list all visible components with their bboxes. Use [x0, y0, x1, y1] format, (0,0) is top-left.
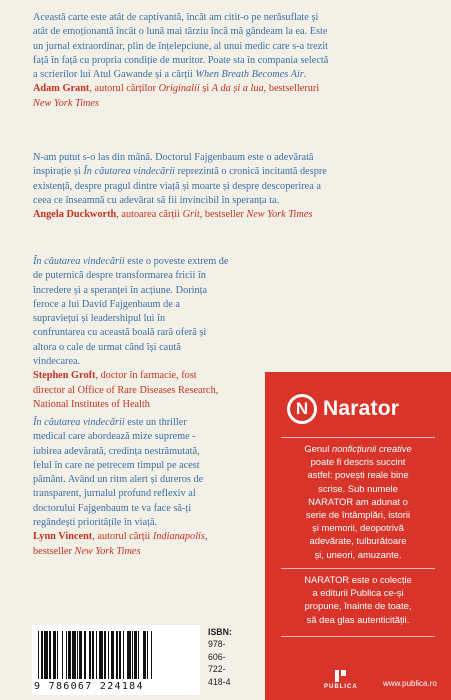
narator-logo: [287, 394, 399, 424]
text-line: director al Office of Rare Diseases Research,: [33, 384, 219, 396]
text-line: N-am putut s-o las din mână. Doctorul Fajgenbaum este o adevărată: [33, 152, 314, 163]
barcode-bar: [134, 631, 137, 679]
barcode-bar: [111, 631, 115, 679]
quote-adam-grant: [33, 11, 328, 111]
text-line: scrise. Sub numele: [318, 482, 398, 494]
text-line: transparent, jurnalul profund reflexiv al: [33, 488, 196, 500]
text-line: Această carte este atât de captivantă, încât am citit-o pe nerăsuflate și: [33, 12, 319, 23]
collection-description: [281, 573, 435, 626]
barcode-bar: [62, 631, 63, 679]
divider: [281, 568, 435, 569]
text-line: Stephen Groft, doctor în farmacie, fost: [33, 370, 197, 382]
isbn-line: 606-: [208, 651, 226, 662]
isbn-block: [208, 626, 232, 688]
narator-panel: [265, 372, 451, 700]
barcode-bar: [119, 631, 120, 679]
text-line: poate fi descris succint: [310, 456, 406, 468]
barcode-bar: [123, 631, 124, 679]
barcode-bar: [147, 631, 148, 679]
text-line: a scrierilor lui Atul Gawande și a cărții When Breath Becomes Air.: [33, 69, 307, 81]
text-line: NARATOR este o colecție: [304, 574, 412, 585]
text-line: În căutarea vindecării este un thriller: [33, 417, 187, 428]
publica-mark-icon: [335, 670, 346, 682]
text-line: să dea glas autenticității.: [306, 613, 410, 625]
publisher-website: www.publica.ro: [383, 679, 437, 688]
barcode-bar: [99, 631, 103, 679]
barcode-bar: [49, 631, 50, 679]
text-line: și memorii, deopotrivă: [312, 522, 404, 534]
barcode-bar: [57, 631, 58, 679]
barcode-bar: [116, 631, 119, 679]
text-line: NARATOR am adunat o: [308, 495, 408, 507]
barcode-bar: [89, 631, 90, 679]
barcode: [32, 625, 200, 695]
text-line: altora o cale de urmat când își caută: [33, 341, 181, 353]
barcode-bar: [66, 631, 67, 679]
divider: [281, 437, 435, 438]
text-line: felul în care ne petrecem timpul pe acest: [33, 459, 200, 471]
isbn-label: ISBN:: [208, 627, 232, 637]
text-line: National Institutes of Health: [33, 398, 150, 410]
barcode-bar: [84, 631, 85, 679]
text-line: medical care abordează mize supreme -: [33, 431, 196, 443]
text-line: astfel: povești reale bine: [307, 469, 409, 481]
quote-lynn-vincent: [33, 416, 208, 559]
barcode-bar: [77, 631, 78, 679]
barcode-bar: [138, 631, 139, 679]
barcode-bar: [38, 631, 39, 679]
divider: [281, 636, 435, 637]
text-line: Angela Duckworth, autoarea cărții Grit, bestseller New York Times: [33, 209, 313, 221]
isbn-line: 722-: [208, 664, 226, 675]
barcode-bar: [104, 631, 105, 679]
text-line: iubirea adevărată, credința nestrămutată,: [33, 445, 200, 457]
text-line: serie de întâmplări, istorii: [305, 509, 411, 521]
text-line: New York Times: [33, 97, 99, 109]
text-line: vindecarea.: [33, 356, 81, 368]
barcode-bar: [132, 631, 133, 679]
text-line: pământ. Având un ritm alert și dureros de: [33, 474, 204, 486]
text-line: adevărate, tulburătoare: [309, 535, 407, 547]
text-line: confruntarea cu această boală rară oferă și: [33, 327, 207, 339]
text-line: față în față cu propria condiție de muritor. Poate sta în compania selectă: [33, 54, 329, 66]
barcode-bar: [41, 631, 44, 679]
barcode-bar: [79, 631, 82, 679]
text-line: și, uneori, amuzante.: [314, 548, 402, 560]
barcode-bars: [38, 631, 186, 679]
text-line: încredere și a speranței în acțiune. Dorința: [33, 284, 208, 296]
isbn-line: 978-: [208, 639, 226, 650]
text-line: Genul nonficțiunii creative: [304, 443, 412, 454]
publica-label: PUBLICA: [324, 684, 358, 690]
text-line: bestseller New York Times: [33, 545, 141, 557]
barcode-bar: [127, 631, 131, 679]
barcode-bar: [143, 631, 146, 679]
barcode-bar: [92, 631, 95, 679]
barcode-digits: 9 786067 224184: [34, 681, 144, 692]
barcode-bar: [53, 631, 56, 679]
text-line: propune, înainte de toate,: [304, 600, 412, 612]
publica-logo: [324, 670, 358, 690]
text-line: de puternică despre transformarea fricii în: [33, 270, 206, 282]
text-line: Lynn Vincent, autorul cărții Indianapolis,: [33, 531, 208, 543]
collection-blurb: [281, 442, 435, 561]
narator-logo-text: Narator: [323, 397, 400, 420]
barcode-bar: [108, 631, 109, 679]
barcode-bar: [72, 631, 76, 679]
text-line: În căutarea vindecării este o poveste extrem de: [33, 256, 229, 267]
barcode-bar: [68, 631, 71, 679]
text-line: a editurii Publica ce-și: [312, 587, 404, 599]
text-line: ceea ce înseamnă cu adevărat să fii invincibil în speranța ta.: [33, 194, 280, 206]
isbn-line: 418-4: [208, 676, 231, 687]
text-line: un jurnal extraordinar, plin de înțelepciune, al unui medic care s-a trezit: [33, 40, 328, 52]
quote-stephen-groft: [33, 255, 229, 412]
text-line: feroce a lui David Fajgenbaum de a: [33, 298, 180, 310]
barcode-bar: [44, 631, 48, 679]
text-line: atât de emoționantă încât o lună mai târziu încă mă gândeam la ea. Este: [33, 26, 328, 38]
barcode-bar: [151, 631, 152, 679]
text-line: supraviețui și leadershipul lui în: [33, 313, 166, 325]
text-line: existență, despre pragul dintre viață și moarte și despre descoperirea a: [33, 180, 321, 192]
narator-logo-icon: N: [287, 394, 317, 424]
text-line: inspirație și În căutarea vindecării reprezintă o cronică incitantă despre: [33, 166, 327, 178]
quote-angela-duckworth: [33, 151, 327, 222]
barcode-bar: [96, 631, 97, 679]
text-line: regândești prioritățile în viață.: [33, 517, 158, 529]
text-line: doctorului Fajgenbaum te va face să-ți: [33, 502, 192, 514]
text-line: Adam Grant, autorul cărților Originalii și A da și a lua, bestselleruri: [33, 83, 320, 95]
